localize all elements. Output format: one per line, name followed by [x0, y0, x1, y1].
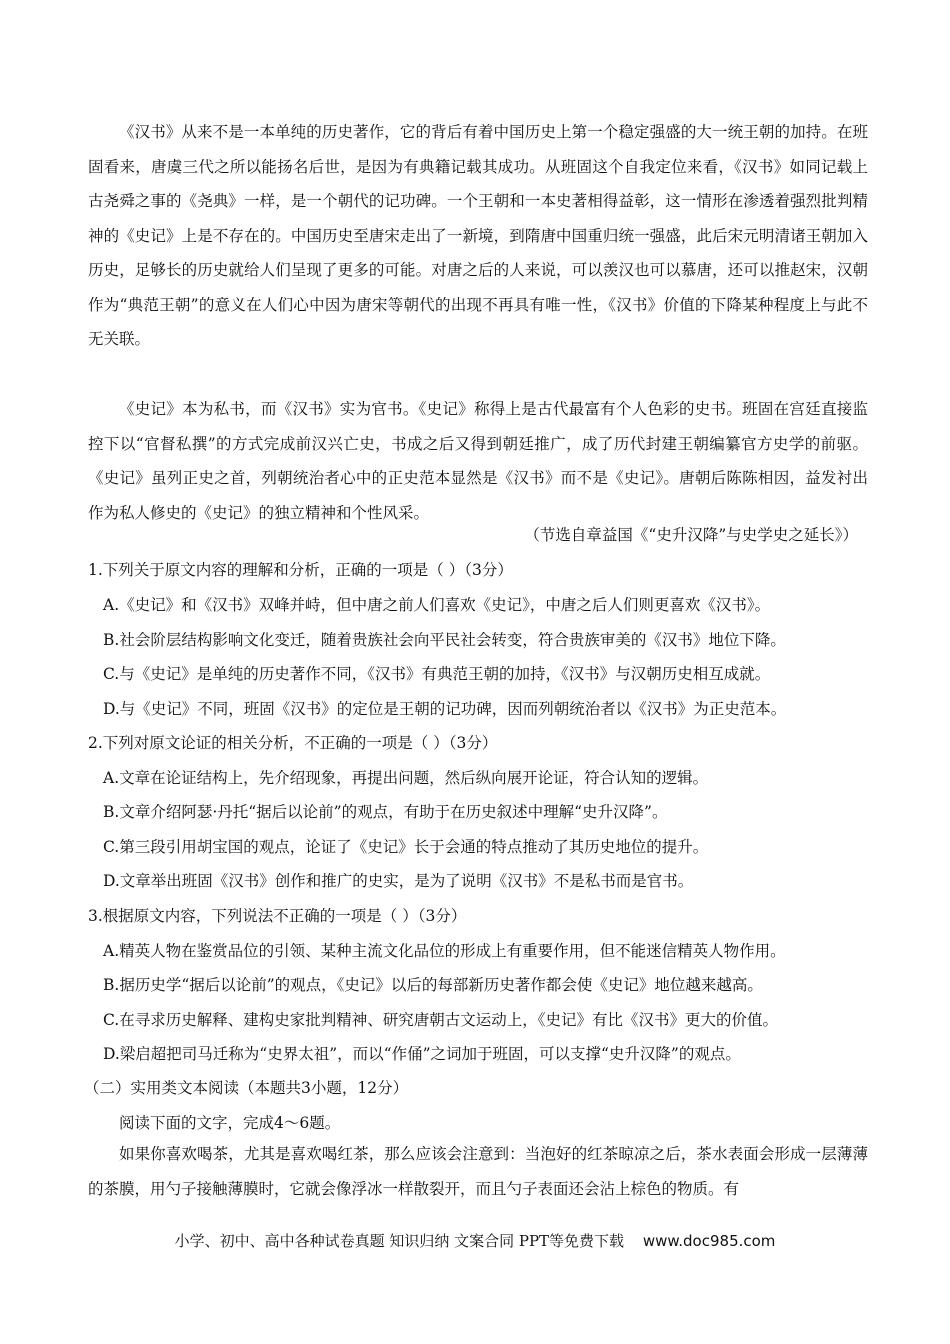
question-2-option-a: A.文章在论证结构上，先介绍现象，再提出问题，然后纵向展开论证，符合认知的逻辑。 [103, 769, 709, 787]
passage-paragraph-1: 《汉书》从来不是一本单纯的历史著作，它的背后有着中国历史上第一个稳定强盛的大一统王朝的加持。在班固看来，唐虞三代之所以能扬名后世，是因为有典籍记载其成功。从班固这个自我定位来看，《汉书》如同记载上古尧舜之事的《尧典》一样，是一个朝代的记功碑。一个王朝和一本史著相得益彰，这一情形在渗透着强烈批判精神的《史记》上是不存在的。中国历史至唐宋走出了一新境，到隋唐中国重归统一强盛，此后宋元明清诸王朝加入历史，足够长的历史就给人们呈现了更多的可能。对唐之后的人来说，可以羡汉也可以慕唐，还可以推赵宋，汉朝作为“典范王朝”的意义在人们心中因为唐宋等朝代的出现不再具有唯一性，《汉书》价值的下降某种程度上与此不无关联。 [88, 123, 868, 348]
question-1-option-c: C.与《史记》是单纯的历史著作不同，《汉书》有典范王朝的加持，《汉书》与汉朝历史相互成就。 [103, 665, 771, 683]
question-3-option-d: D.梁启超把司马迁称为“史界太祖”，而以“作俑”之词加于班固，可以支撑“史升汉降”的观点。 [103, 1045, 741, 1063]
question-1-option-d: D.与《史记》不同，班固《汉书》的定位是王朝的记功碑，因而列朝统治者以《汉书》为正史范本。 [103, 700, 787, 718]
section-2-heading: （二）实用类文本阅读（本题共3小题，12分） [84, 1079, 409, 1097]
section-2-instruction: 阅读下面的文字，完成4～6题。 [119, 1114, 341, 1132]
section-2-paragraph-1: 如果你喜欢喝茶，尤其是喜欢喝红茶，那么应该会注意到：当泡好的红茶晾凉之后，茶水表面会形成一层薄薄的茶膜，用勺子接触薄膜时，它就会像浮冰一样散裂开，而且勺子表面还会沾上棕色的物质。有 [88, 1145, 868, 1198]
question-3-option-b: B.据历史学“据后以论前”的观点，《史记》以后的每部新历史著作都会使《史记》地位越来越高。 [103, 976, 763, 994]
footer-text: 小学、初中、高中各种试卷真题 知识归纳 文案合同 PPT等免费下载 [174, 1232, 625, 1250]
question-3-option-c: C.在寻求历史解释、建构史家批判精神、研究唐朝古文运动上，《史记》有比《汉书》更大的价值。 [103, 1011, 778, 1029]
footer-link[interactable]: www.doc985.com [642, 1232, 776, 1250]
question-1-option-a: A.《史记》和《汉书》双峰并峙，但中唐之前人们喜欢《史记》，中唐之后人们则更喜欢《汉书》。 [103, 596, 771, 614]
question-3-stem: 3.根据原文内容，下列说法不正确的一项是（ ）（3分） [88, 907, 467, 925]
question-1-stem: 1.下列关于原文内容的理解和分析，正确的一项是（ ）（3分） [88, 561, 513, 579]
question-2-option-b: B.文章介绍阿瑟·丹托“据后以论前”的观点，有助于在历史叙述中理解“史升汉降”。 [103, 803, 668, 821]
question-3-option-a: A.精英人物在鉴赏品位的引领、某种主流文化品位的形成上有重要作用，但不能迷信精英人物作用。 [103, 942, 786, 960]
passage-source: （节选自章益国《“史升汉降”与史学史之延长》） [524, 526, 858, 544]
question-2-option-d: D.文章举出班固《汉书》创作和推广的史实，是为了说明《汉书》不是私书而是官书。 [103, 872, 694, 890]
question-2-option-c: C.第三段引用胡宝国的观点，论证了《史记》长于会通的特点推动了其历史地位的提升。 [103, 838, 709, 856]
question-1-option-b: B.社会阶层结构影响文化变迁，随着贵族社会向平民社会转变，符合贵族审美的《汉书》地位下降。 [103, 631, 786, 649]
passage-paragraph-2: 《史记》本为私书，而《汉书》实为官书。《史记》称得上是古代最富有个人色彩的史书。班固在宫廷直接监控下以“官督私撰”的方式完成前汉兴亡史，书成之后又得到朝廷推广，成了历代封建王朝编纂官方史学的前驱。《史记》虽列正史之首，列朝统治者心中的正史范本显然是《汉书》而不是《史记》。唐朝后陈陈相因，益发衬出作为私人修史的《史记》的独立精神和个性风采。 [88, 400, 868, 522]
page-footer [0, 1230, 950, 1251]
question-2-stem: 2.下列对原文论证的相关分析，不正确的一项是（ ）（3分） [88, 734, 498, 752]
